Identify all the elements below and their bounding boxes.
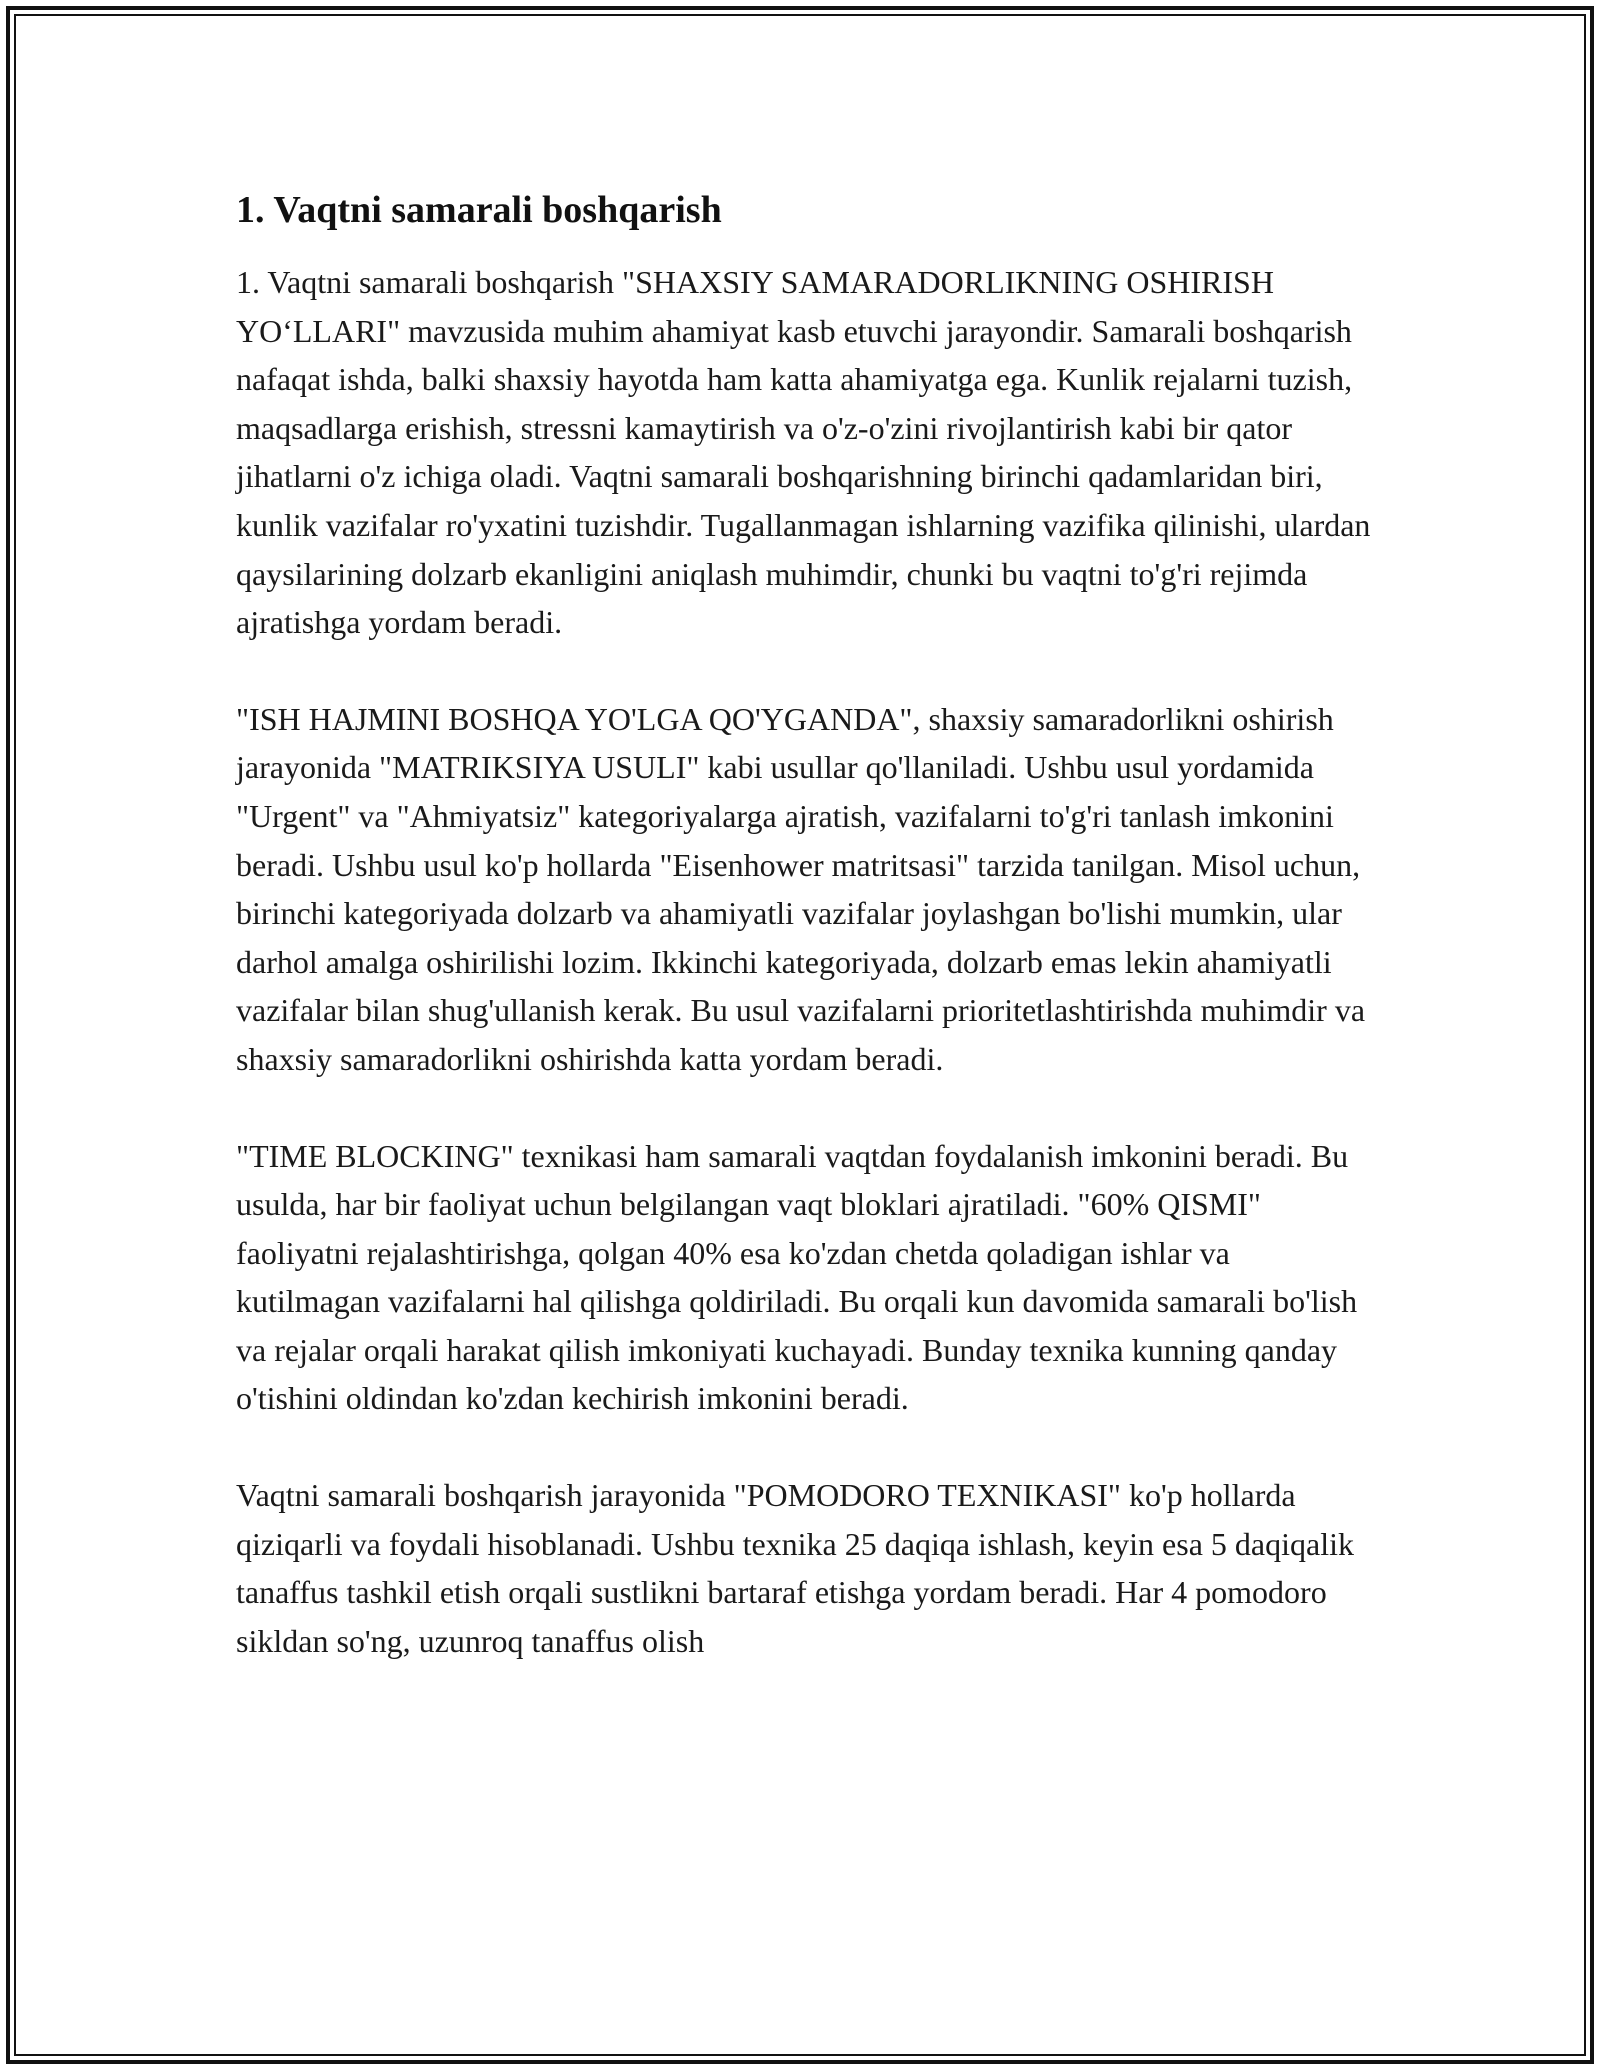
paragraph-3: "TIME BLOCKING" texnikasi ham samarali vaqtdan foydalanish imkonini beradi. Bu usulda, har bir faoliyat uchun belgilangan vaqt bloklari ajratiladi. "60% QISMI" faoliyatni rejalashtirishga, qolgan 40% esa ko'zdan chetda qoladigan ishlar va kutilmagan vazifalarni hal qilishga qoldiriladi. Bu orqali kun davomida samarali bo'lish va rejalar orqali harakat qilish imkoniyati kuchayadi. Bunday texnika kunning qanday o'tishini oldindan ko'zdan kechirish imkonini beradi. (236, 1137, 1358, 1417)
document-body (236, 186, 1376, 1713)
paragraph-1: 1. Vaqtni samarali boshqarish "SHAXSIY SAMARADORLIKNING OSHIRISH YO‘LLARI" mavzusida muhim ahamiyat kasb etuvchi jarayondir. Samarali boshqarish nafaqat ishda, balki shaxsiy hayotda ham katta ahamiyatga ega. Kunlik rejalarni tuzish, maqsadlarga erishish, stressni kamaytirish va o'z-o'zini rivojlantirish kabi bir qator jihatlarni o'z ichiga oladi. Vaqtni samarali boshqarishning birinchi qadamlaridan biri, kunlik vazifalar ro'yxatini tuzishdir. Tugallanmagan ishlarning vazifika qilinishi, ulardan qaysilarining dolzarb ekanligini aniqlash muhimdir, chunki bu vaqtni to'g'ri rejimda ajratishga yordam beradi. (236, 264, 1371, 641)
paragraph-4: Vaqtni samarali boshqarish jarayonida "POMODORO TEXNIKASI" ko'p hollarda qiziqarli va foydali hisoblanadi. Ushbu texnika 25 daqiqa ishlash, keyin esa 5 daqiqalik tanaffus tashkil etish orqali sustlikni bartaraf etishga yordam beradi. Har 4 pomodoro sikldan so'ng, uzunroq tanaffus olish (236, 1477, 1354, 1659)
paragraph-2: "ISH HAJMINI BOSHQA YO'LGA QO'YGANDA", shaxsiy samaradorlikni oshirish jarayonida "MATRIKSIYA USULI" kabi usullar qo'llaniladi. Ushbu usul yordamida "Urgent" va "Ahmiyatsiz" kategoriyalarga ajratish, vazifalarni to'g'ri tanlash imkonini beradi. Ushbu usul ko'p hollarda "Eisenhower matritsasi" tarzida tanilgan. Misol uchun, birinchi kategoriyada dolzarb va ahamiyatli vazifalar joylashgan bo'lishi mumkin, ular darhol amalga oshirilishi lozim. Ikkinchi kategoriyada, dolzarb emas lekin ahamiyatli vazifalar bilan shug'ullanish kerak. Bu usul vazifalarni prioritetlashtirishda muhimdir va shaxsiy samaradorlikni oshirishda katta yordam beradi. (236, 700, 1366, 1077)
section-heading: 1. Vaqtni samarali boshqarish (236, 189, 722, 231)
